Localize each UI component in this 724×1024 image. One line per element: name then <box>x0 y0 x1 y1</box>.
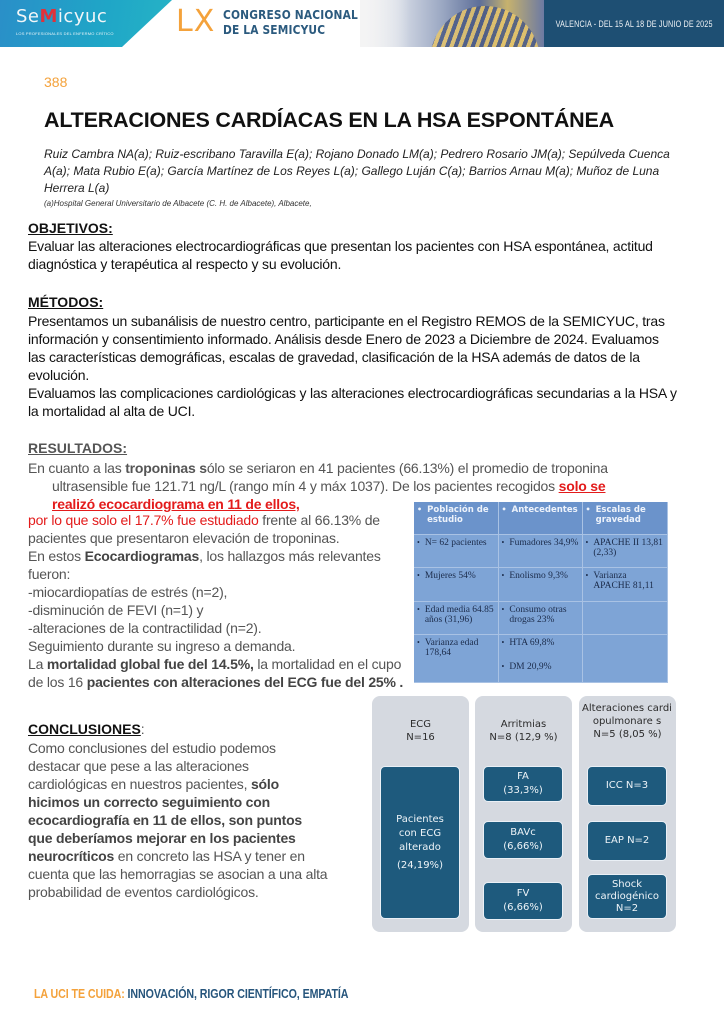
box-label: BAVc <box>510 827 536 838</box>
abstract-number: 388 <box>44 74 68 90</box>
mort-text: La <box>28 656 47 672</box>
abstract-title: ALTERACIONES CARDÍACAS EN LA HSA ESPONTÁNEA <box>44 108 614 132</box>
eco-bold: Ecocardiogramas <box>84 548 200 564</box>
panel-ecg <box>372 696 469 932</box>
eco-text: En estos <box>28 548 85 564</box>
lead-text-2: ólo se seriaron en 41 pacientes (66.13%) el promedio de troponina <box>206 460 608 476</box>
table-row <box>414 601 668 634</box>
footer-slogan <box>34 986 348 1001</box>
box-value: (33,3%) <box>503 785 543 796</box>
box-value: (6,66%) <box>503 902 543 913</box>
box-eap <box>587 821 667 861</box>
box-icc <box>587 766 667 806</box>
table-cell: • HTA 69,8% <box>509 638 555 648</box>
table-cell: • N= 62 pacientes <box>424 538 487 549</box>
mort-text-2: la mortalidad en el cupo de los 16 <box>28 656 402 690</box>
metodos-text <box>28 312 678 420</box>
conclusiones-text <box>28 739 328 901</box>
congress-line-2: DE LA SEMICYUC <box>223 22 326 37</box>
table-cell: • DM 20,9% <box>509 662 552 672</box>
conclusiones-text-1: Como conclusiones del estudio podemos destacar que pese a las alteraciones cardiológicas en nuestros pacientes, <box>28 740 276 792</box>
box-ecg-alterado <box>380 766 460 919</box>
eco-text-2: , los hallazgos más relevantes fueron: <box>28 548 381 582</box>
mort-bold-2: pacientes con alteraciones del ECG fue del 25% . <box>86 674 404 690</box>
panel-ecg-title: ECG <box>409 719 432 730</box>
box-label: Pacientes con ECG alterado <box>396 813 444 853</box>
table-cell: • APACHE II 13,81 (2,33) <box>593 538 663 559</box>
lead-text-3: ultrasensible fue 121.71 ng/L (rango mín 4 y máx 1037). De los pacientes recogidos <box>52 478 559 494</box>
table-cell: • Varianza edad 178,64 <box>424 638 479 658</box>
conclusiones-heading <box>28 721 145 737</box>
metodos-paragraph-1: Presentamos un subanálisis de nuestro centro, participante en el Registro REMOS de la SEMICYUC, tras información y consentimiento informado. Análisis desde Enero de 2023 a Diciembre de 2024. Evaluamos las características demográficas, escalas de gravedad, clasificación de la HSA además de datos de la evolución. <box>28 313 665 383</box>
box-label: Shock cardiogénico <box>594 878 660 902</box>
table-cell: • Varianza APACHE 81,11 <box>593 571 654 592</box>
highlight-red-1: solo se <box>558 478 606 494</box>
col-header-escalas: • Escalas de gravedad <box>595 505 646 525</box>
box-label: EAP N=2 <box>604 835 650 846</box>
panel-cardiopulmonares-title: Alteraciones cardiopulmonare s <box>582 703 672 727</box>
resultados-heading: RESULTADOS: <box>28 440 128 456</box>
logo-heartbeat-m: M <box>39 6 58 27</box>
logo-text-prefix: Se <box>16 6 40 27</box>
conclusiones-colon: : <box>140 721 145 737</box>
footer-slogan-lead: LA UCI TE CUIDA: <box>34 986 125 1001</box>
population-stats-table <box>414 502 668 683</box>
table-cell: • Consumo otras drogas 23% <box>509 604 567 625</box>
box-label: ICC N=3 <box>605 780 649 791</box>
resultados-column <box>28 511 408 691</box>
finding-item: -disminución de FEVI (n=1) y <box>28 602 204 618</box>
box-bavc <box>483 821 563 859</box>
panel-arritmias-title: Arritmias <box>500 719 547 730</box>
table-row <box>414 535 668 568</box>
conclusiones-heading-text: CONCLUSIONES <box>28 721 141 737</box>
box-value: N=2 <box>615 902 639 914</box>
lead-text: En cuanto a las <box>28 460 126 476</box>
box-value: (24,19%) <box>397 859 443 871</box>
objetivos-heading: OBJETIVOS: <box>28 220 113 236</box>
box-value: (6,66%) <box>503 841 543 852</box>
affiliation: (a)Hospital General Universitario de Albacete (C. H. de Albacete), Albacete, <box>44 199 312 208</box>
valencia-photo <box>360 0 544 47</box>
panel-arritmias-count: N=8 (12,9 %) <box>489 732 558 743</box>
lead-bold: troponinas s <box>125 460 207 476</box>
col-header-poblacion: • Población de estudio <box>427 505 489 525</box>
metodos-paragraph-2: Evaluamos las complicaciones cardiológicas y las alteraciones electrocardiográficas secundarias a la HSA y la mortalidad al alta de UCI. <box>28 385 677 419</box>
location-dates-box <box>544 0 724 47</box>
table-row <box>414 568 668 601</box>
header-banner <box>0 0 724 47</box>
authors: Ruiz Cambra NA(a); Ruiz-escribano Taravilla E(a); Rojano Donado LM(a); Pedrero Rosario JM(a); Sepúlveda Cuenca A(a); Mata Rubio E(a); García Martínez de Los Reyes L(a); Gallego Luján C(a); Barrios Arnau M(a); Muñoz de Luna Herrera L(a) <box>44 147 670 195</box>
after-red-text: frente al 66.13% de pacientes que presentaron elevación de troponinas. <box>28 512 380 546</box>
logo-text-suffix: icyuc <box>57 6 108 27</box>
box-label: FV <box>516 888 530 899</box>
finding-item: -alteraciones de la contractilidad (n=2). <box>28 620 262 636</box>
seguimiento-text: Seguimiento durante su ingreso a demanda. <box>28 638 296 654</box>
panel-ecg-count: N=16 <box>406 732 435 743</box>
table-cell: • Enolismo 9,3% <box>509 571 568 582</box>
logo-tagline: LOS PROFESIONALES DEL ENFERMO CRÍTICO <box>16 31 114 36</box>
table-cell: • Mujeres 54% <box>424 571 476 582</box>
table-row <box>414 635 668 683</box>
finding-item: -miocardiopatías de estrés (n=2), <box>28 584 228 600</box>
metodos-heading: MÉTODOS: <box>28 294 104 310</box>
mortalidad-line <box>28 655 408 691</box>
box-shock <box>587 874 667 919</box>
table-cell: • Edad media 64.85 años (31,96) <box>424 604 494 625</box>
objetivos-text: Evaluar las alteraciones electrocardiográficas que presentan los pacientes con HSA espontánea, actitud diagnóstica y terapéutica al respecto y su evolución. <box>28 238 653 272</box>
conclusiones-text-2: en concreto las HSA y tener en cuenta que las hemorragias se asocian a una alta probabilidad de eventos cardiológicos. <box>28 848 328 900</box>
location-dates: VALENCIA - DEL 15 AL 18 DE JUNIO DE 2025 <box>555 18 713 29</box>
box-label: FA <box>517 771 529 782</box>
table-cell: • Fumadores 34,9% <box>509 538 579 549</box>
panel-cardiopulmonares <box>579 696 676 932</box>
red-phrase: por lo que solo el 17.7% fue estudiado <box>28 512 259 528</box>
congress-title <box>176 5 382 39</box>
eco-line <box>28 547 408 583</box>
estudiado-line <box>28 511 408 547</box>
conclusiones-bold: sólo hicimos un correcto seguimiento con ecocardiografía en 11 de ellos, son puntos que deberíamos mejorar en los pacientes neurocríticos <box>28 776 303 864</box>
congress-line-1: CONGRESO NACIONAL <box>223 7 359 22</box>
congress-number: LX <box>176 4 216 39</box>
box-fv <box>483 882 563 920</box>
highlight-red-2: realizó ecocardiograma en 11 de ellos, <box>52 496 300 512</box>
panel-cardiopulmonares-count: N=5 (8,05 %) <box>593 729 662 740</box>
panel-arritmias <box>475 696 572 932</box>
footer-slogan-rest: INNOVACIÓN, RIGOR CIENTÍFICO, EMPATÍA <box>124 986 349 1001</box>
semicyuc-logo <box>16 7 114 36</box>
mort-bold: mortalidad global fue del 14.5%, <box>46 656 254 672</box>
table-header-row <box>414 502 668 535</box>
col-header-antecedentes: • Antecedentes <box>511 505 578 515</box>
box-fa <box>483 766 563 802</box>
